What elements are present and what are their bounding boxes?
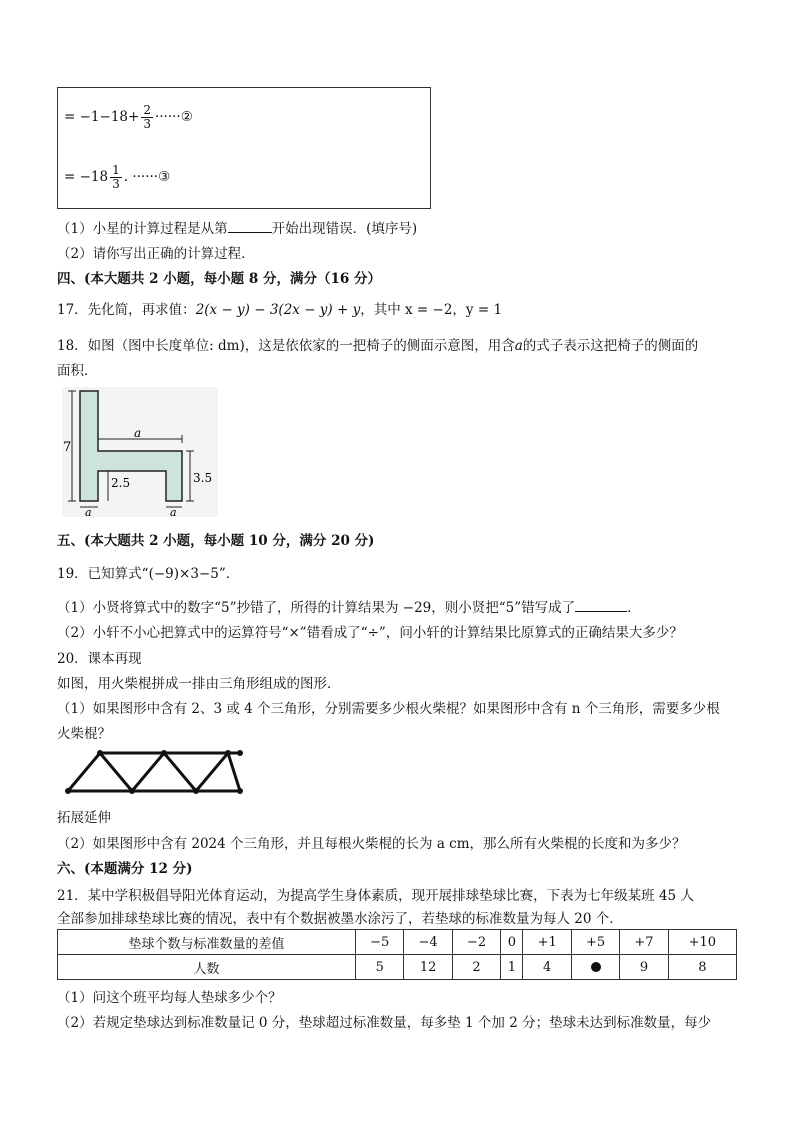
table-row xyxy=(58,955,737,980)
q19-part2: （2）小轩不小心把算式中的运算符号“×”错看成了“÷”，问小轩的计算结果比原算式的正确结果大多少？ xyxy=(57,625,683,641)
chair-side-figure xyxy=(62,387,218,517)
section-4-heading: 四、(本大题共 2 小题，每小题 8 分，满分（16 分） xyxy=(57,271,381,287)
q20-intro: 如图，用火柴棍拼成一排由三角形组成的图形． xyxy=(57,676,341,692)
q16-part2: （2）请你写出正确的计算过程． xyxy=(57,246,255,262)
q19-stem: 19．已知算式“(−9)×3−5”． xyxy=(57,566,240,582)
fraction: $\frac{2}{3}$ xyxy=(143,103,151,131)
label-top-a: a xyxy=(134,426,142,440)
table-cell: 2 xyxy=(452,955,500,980)
table-header-cell: 垫球个数与标准数量的差值 xyxy=(58,930,356,955)
table-cell: +10 xyxy=(668,930,736,955)
label-3-5: 3.5 xyxy=(193,471,213,485)
matchstick-triangles-figure xyxy=(64,749,244,795)
q21-line2: 全部参加排球垫球比赛的情况，表中有个数据被墨水涂污了，若垫球的标准数量为每人 20 个． xyxy=(57,911,623,927)
table-cell: 9 xyxy=(620,955,668,980)
table-cell: −2 xyxy=(452,930,500,955)
table-cell: 1 xyxy=(501,955,523,980)
solution-box xyxy=(57,87,431,209)
q18-line2: 面积． xyxy=(57,363,98,379)
q18-line1: 18．如图（图中长度单位: dm)，这是依依家的一把椅子的侧面示意图，用含a的式子表示这把椅子的侧面的 xyxy=(57,338,699,354)
section-5-heading: 五、(本大题共 2 小题，每小题 10 分，满分 20 分) xyxy=(57,533,375,549)
ink-blot-cell xyxy=(571,955,619,980)
answer-blank xyxy=(575,611,627,612)
q17: 17．先化简，再求值：2(x − y) − 3(2x − y) + y，其中 x = −2，y = 1 xyxy=(57,302,503,318)
label-2-5: 2.5 xyxy=(111,476,131,490)
label-bottom-a-right: a xyxy=(170,506,177,517)
answer-blank xyxy=(228,232,272,233)
table-cell: 5 xyxy=(356,955,404,980)
table-cell: +7 xyxy=(620,930,668,955)
q21-part2: （2）若规定垫球达到标准数量记 0 分，垫球超过标准数量，每多垫 1 个加 2 分；垫球未达到标准数量，每少 xyxy=(57,1015,712,1031)
q20-title: 20．课本再现 xyxy=(57,651,142,667)
q20-extension-heading: 拓展延伸 xyxy=(57,810,111,826)
solution-line-3: = −18 $\frac{1}{3}$ . ······③ xyxy=(64,163,171,191)
q16-part1: （1）小星的计算过程是从第 开始出现错误．(填序号) xyxy=(57,221,418,237)
solution-line-2: = −1−18+ $\frac{2}{3}$ ······② xyxy=(64,103,193,131)
table-cell: +5 xyxy=(571,930,619,955)
table-cell: 12 xyxy=(404,955,452,980)
ink-blot xyxy=(591,962,601,972)
q20-part1-line2: 火柴棍？ xyxy=(57,726,111,742)
q21-line1: 21．某中学积极倡导阳光体育运动，为提高学生身体素质，现开展排球垫球比赛，下表为七年级某班 45 人 xyxy=(57,888,694,904)
table-row xyxy=(58,930,737,955)
q19-part1: （1）小贤将算式中的数字“5”抄错了，所得的计算结果为 −29，则小贤把“5”错写成了 ． xyxy=(57,600,641,616)
q20-part1-line1: （1）如果图形中含有 2、3 或 4 个三角形，分别需要多少根火柴棍？如果图形中含有 n 个三角形，需要多少根 xyxy=(57,701,720,717)
table-cell: 0 xyxy=(501,930,523,955)
label-7: 7 xyxy=(63,440,72,455)
table-header-cell: 人数 xyxy=(58,955,356,980)
q21-part1: （1）问这个班平均每人垫球多少个？ xyxy=(57,990,282,1006)
table-cell: −5 xyxy=(356,930,404,955)
table-cell: +1 xyxy=(523,930,571,955)
table-cell: 4 xyxy=(523,955,571,980)
section-6-heading: 六、(本题满分 12 分) xyxy=(57,861,193,877)
volleyball-table xyxy=(57,929,737,980)
table-cell: −4 xyxy=(404,930,452,955)
fraction: $\frac{1}{3}$ xyxy=(112,163,120,191)
q20-part2: （2）如果图形中含有 2024 个三角形，并且每根火柴棍的长为 a cm，那么所有火柴棍的长度和为多少？ xyxy=(57,836,686,852)
table-cell: 8 xyxy=(668,955,736,980)
label-bottom-a-left: a xyxy=(85,506,92,517)
